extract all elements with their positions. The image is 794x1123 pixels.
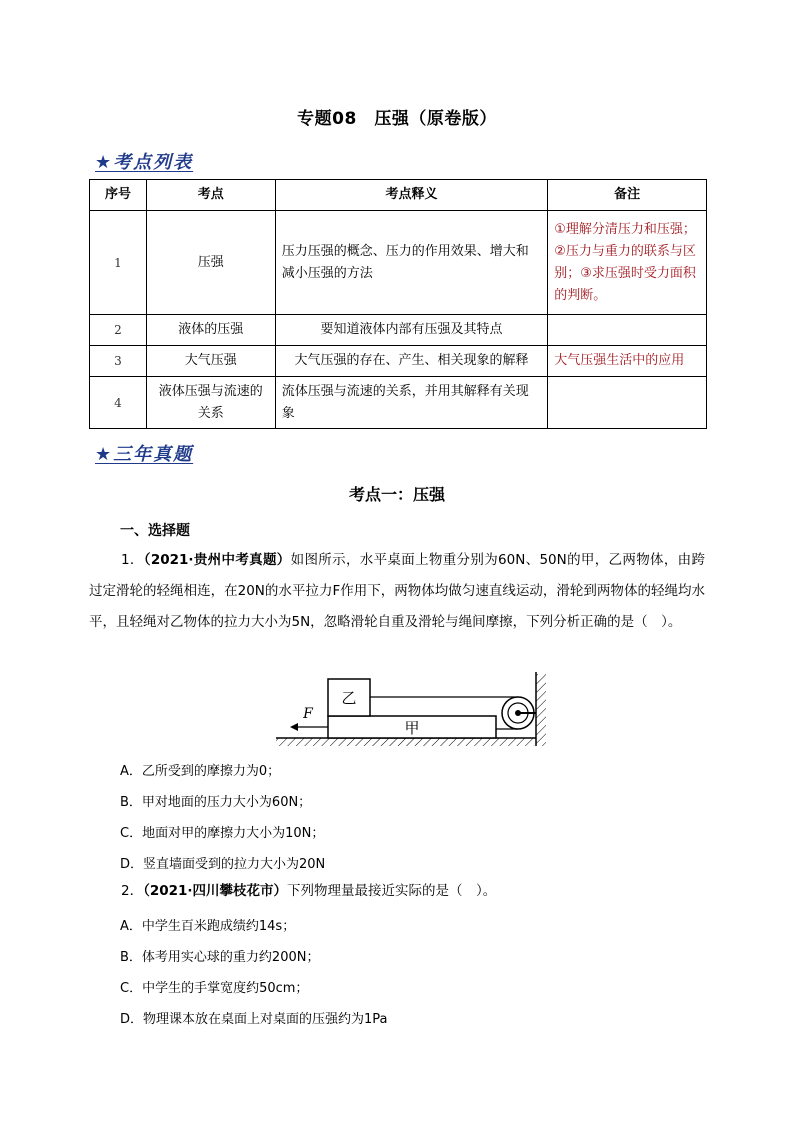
force-label: F (303, 706, 313, 722)
table-cell-desc: 要知道液体内部有压强及其特点 (275, 315, 548, 346)
question-text: 如图所示，水平桌面上物重分别为60N、50N的甲，乙两物体，由跨过定滑轮的轻绳相连，在20N的水平拉力F作用下，两物体均做匀速直线运动，滑轮到两物体的轻绳均水平，且轻绳对乙物体的拉力大小为5N，忽略滑轮自重及滑轮与绳间摩擦，下列分析正确的是（ ）。 (89, 552, 705, 630)
subsection-title: 考点一：压强 (348, 485, 445, 504)
pulley-diagram (272, 668, 552, 750)
question-number: 1． (121, 552, 144, 568)
table-header-row (90, 180, 707, 211)
option-c: C．中学生的手掌宽度约50cm； (120, 981, 309, 996)
table-cell-note: 大气压强生活中的应用 (548, 346, 707, 377)
table-cell-desc: 流体压强与流速的关系，并用其解释有关现象 (275, 377, 548, 429)
question-text: 下列物理量最接近实际的是（ ）。 (287, 883, 497, 899)
table-row (90, 346, 707, 377)
table-cell-no: 2 (90, 315, 147, 346)
option-d: D．竖直墙面受到的拉力大小为20N (120, 857, 326, 872)
table-row (90, 377, 707, 429)
table-cell-no: 4 (90, 377, 147, 429)
page-title: 专题08 压强（原卷版） (297, 109, 497, 129)
table-cell-desc: 大气压强的存在、产生、相关现象的解释 (275, 346, 548, 377)
table-cell-topic: 压强 (146, 211, 275, 315)
question-source: （2021·贵州中考真题） (143, 552, 291, 568)
table-cell-no: 3 (90, 346, 147, 377)
key-points-table (89, 179, 707, 429)
table-row (90, 211, 707, 315)
block-yi-label: 乙 (341, 689, 357, 707)
question-2 (89, 876, 705, 907)
table-cell-no: 1 (90, 211, 147, 315)
table-header: 考点释义 (275, 180, 548, 211)
block-jia-label: 甲 (404, 719, 420, 737)
table-header: 考点 (146, 180, 275, 211)
question-1 (89, 545, 705, 638)
table-cell-note: ①理解分清压力和压强；②压力与重力的联系与区别；③求压强时受力面积的判断。 (548, 211, 707, 315)
table-cell-topic: 大气压强 (146, 346, 275, 377)
option-b: B．体考用实心球的重力约200N； (120, 950, 320, 965)
part-label: 一、选择题 (120, 523, 190, 539)
question-number: 2． (121, 883, 144, 899)
table-cell-topic: 液体压强与流速的关系 (146, 377, 275, 429)
option-d: D．物理课本放在桌面上对桌面的压强约为1Pa (120, 1012, 388, 1027)
option-c: C．地面对甲的摩擦力大小为10N； (120, 826, 325, 841)
table-header: 序号 (90, 180, 147, 211)
table-cell-desc: 压力压强的概念、压力的作用效果、增大和减小压强的方法 (275, 211, 548, 315)
table-row (90, 315, 707, 346)
wall-hatch (536, 674, 546, 746)
section-heading-exam: ★三年真题 (95, 444, 194, 465)
option-a: A．乙所受到的摩擦力为0； (120, 764, 281, 779)
table-header: 备注 (548, 180, 707, 211)
table-cell-note (548, 377, 707, 429)
table-cell-note (548, 315, 707, 346)
option-a: A．中学生百米跑成绩约14s； (120, 919, 296, 934)
force-arrow-head (290, 723, 298, 731)
question-source: （2021·四川攀枝花市） (143, 883, 288, 899)
option-b: B．甲对地面的压力大小为60N； (120, 795, 312, 810)
section-heading-key-points: ★考点列表 (95, 152, 194, 173)
table-cell-topic: 液体的压强 (146, 315, 275, 346)
ground-hatch (276, 738, 534, 746)
